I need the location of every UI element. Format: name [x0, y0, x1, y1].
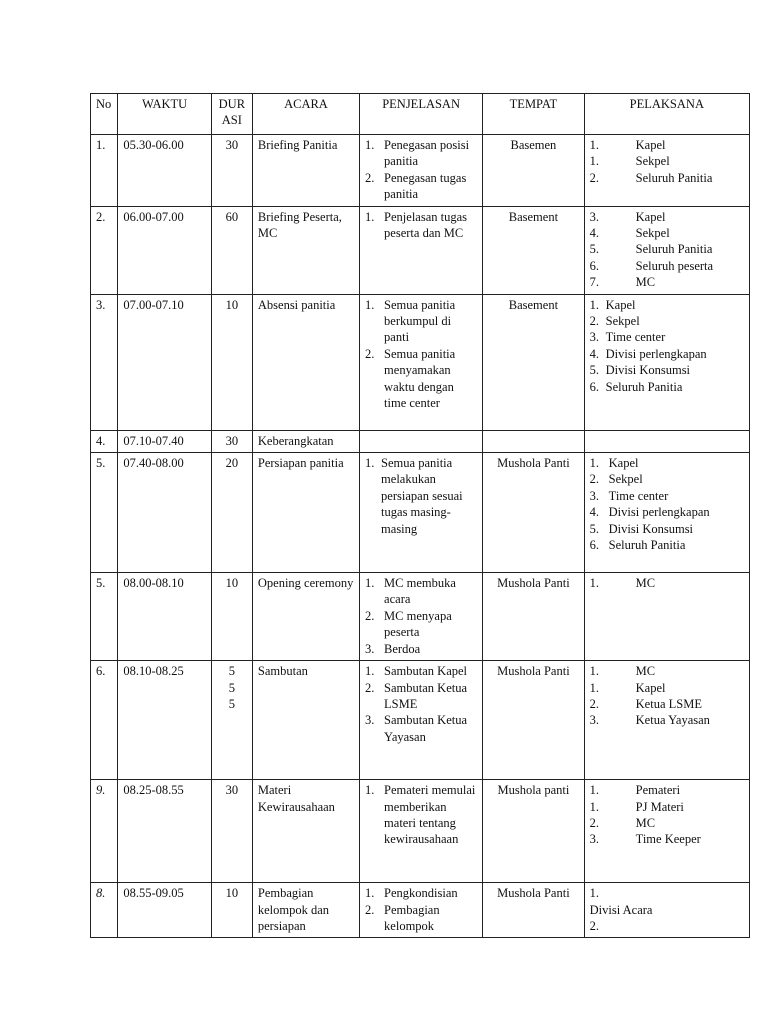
row-acara: Absensi panitia [252, 294, 359, 430]
pelaksana-line: Divisi Acara [589, 902, 653, 917]
row-penjelasan [360, 883, 483, 938]
list-item-number: 1. [589, 456, 600, 471]
list-item [590, 521, 744, 537]
list-item-number: 5. [589, 242, 600, 257]
row-durasi: 10 [211, 573, 252, 661]
list-item-number: 2. [365, 680, 375, 695]
list-item-text: Ketua LSME [635, 696, 702, 711]
list-item-number: 4. [589, 346, 600, 361]
table-row [91, 883, 750, 938]
pelaksana-list [590, 137, 744, 186]
penjelasan-list [365, 663, 477, 745]
list-item-number: 1. [365, 664, 375, 679]
list-item-text: Time Keeper [635, 832, 701, 847]
row-acara: Persiapan panitia [252, 453, 359, 573]
list-item-number: 3. [589, 209, 600, 224]
list-item-text: Sambutan Ketua Yayasan [384, 713, 468, 744]
row-tempat [483, 430, 584, 452]
pelaksana-list [590, 663, 744, 729]
list-item-text: MC [635, 815, 656, 830]
row-tempat: Mushola Panti [483, 883, 584, 938]
header-no: No [91, 94, 118, 135]
row-no: 5. [91, 573, 118, 661]
row-pelaksana [584, 573, 749, 661]
row-acara: Opening ceremony [252, 573, 359, 661]
penjelasan-list [365, 885, 477, 934]
row-waktu: 07.00-07.10 [118, 294, 211, 430]
pelaksana-line: 2. [589, 918, 600, 933]
list-item-text: Divisi Konsumsi [608, 521, 694, 536]
row-acara: Briefing Panitia [252, 135, 359, 207]
header-durasi: DUR ASI [211, 94, 252, 135]
list-item [365, 209, 477, 242]
list-item [590, 362, 744, 378]
row-pelaksana [584, 780, 749, 883]
header-penjelasan: PENJELASAN [360, 94, 483, 135]
row-durasi: 10 [211, 294, 252, 430]
list-item [590, 170, 744, 186]
penjelasan-list [365, 209, 477, 242]
list-item-text: Kapel [635, 138, 666, 152]
list-item-text: Time center [605, 330, 666, 345]
row-durasi: 30 [211, 430, 252, 452]
list-item [365, 575, 477, 608]
list-item-text: PJ Materi [635, 799, 684, 814]
list-item-number: 1. [589, 783, 600, 798]
list-item [365, 608, 477, 641]
list-item [590, 575, 744, 591]
table-row [91, 206, 750, 294]
schedule-table [90, 93, 750, 938]
list-item-text: MC [635, 664, 656, 679]
list-item-text: Seluruh Panitia [635, 170, 713, 185]
list-item [590, 712, 744, 728]
list-item [590, 241, 744, 257]
penjelasan-list [365, 137, 477, 203]
list-item [365, 712, 477, 745]
row-acara: Materi Kewirausahaan [252, 780, 359, 883]
row-acara: Keberangkatan [252, 430, 359, 452]
list-item-number: 3. [589, 832, 600, 847]
table-row [91, 573, 750, 661]
list-item-number: 1. [589, 664, 600, 679]
table-row [91, 294, 750, 430]
list-item-number: 3. [589, 713, 600, 728]
list-item-text: Seluruh peserta [635, 258, 714, 273]
table-row [91, 135, 750, 207]
list-item-text: Penjelasan tugas peserta dan MC [384, 209, 468, 241]
row-tempat: Basement [483, 294, 584, 430]
row-waktu: 07.10-07.40 [118, 430, 211, 452]
row-tempat: Mushola panti [483, 780, 584, 883]
list-item [365, 885, 477, 901]
list-item-text: Pembagian kelompok [384, 902, 440, 933]
list-item-number: 1. [365, 783, 375, 798]
row-durasi: 5 5 5 [211, 661, 252, 780]
list-item-number: 2. [589, 472, 600, 487]
header-tempat: TEMPAT [483, 94, 584, 135]
row-tempat: Mushola Panti [483, 453, 584, 573]
row-penjelasan [360, 135, 483, 207]
list-item [590, 488, 744, 504]
list-item [590, 696, 744, 712]
list-item-text: MC [635, 576, 656, 591]
list-item [365, 170, 477, 203]
row-no: 6. [91, 661, 118, 780]
list-item-number: 3. [589, 488, 600, 503]
list-item-number: 1. [365, 456, 375, 471]
list-item [590, 782, 744, 798]
pelaksana-list [590, 575, 744, 591]
row-waktu: 08.00-08.10 [118, 573, 211, 661]
list-item [590, 455, 744, 471]
list-item [590, 313, 744, 329]
row-pelaksana [584, 453, 749, 573]
list-item-text: Semua panitia menyamakan waktu dengan time center [384, 346, 456, 411]
penjelasan-list [365, 455, 477, 537]
pelaksana-list [590, 455, 744, 553]
row-acara: Pembagian kelompok dan persiapan [252, 883, 359, 938]
row-pelaksana [584, 206, 749, 294]
list-item [590, 471, 744, 487]
list-item-text: Seluruh Panitia [635, 242, 713, 257]
list-item-number: 1. [589, 680, 600, 695]
row-pelaksana [584, 135, 749, 207]
list-item [365, 137, 477, 170]
row-waktu: 05.30-06.00 [118, 135, 211, 207]
row-durasi: 10 [211, 883, 252, 938]
table-row [91, 453, 750, 573]
list-item-text: Sambutan Kapel [384, 664, 468, 679]
list-item-number: 1. [365, 297, 375, 312]
list-item [365, 297, 477, 346]
table-header-row [91, 94, 750, 135]
row-no: 4. [91, 430, 118, 452]
list-item [590, 329, 744, 345]
list-item-number: 2. [365, 608, 375, 623]
list-item [590, 258, 744, 274]
list-item-number: 1. [589, 138, 600, 152]
list-item-text: Ketua Yayasan [635, 713, 710, 728]
list-item-text: Kapel [635, 680, 666, 695]
table-row [91, 780, 750, 883]
list-item [590, 815, 744, 831]
table-row [91, 661, 750, 780]
list-item-text: Sekpel [635, 154, 670, 169]
header-waktu: WAKTU [118, 94, 211, 135]
list-item-number: 3. [365, 713, 375, 728]
row-pelaksana [584, 294, 749, 430]
list-item-text: Semua panitia melakukan persiapan sesuai tugas masing-masing [381, 456, 463, 536]
list-item [590, 225, 744, 241]
list-item [365, 902, 477, 935]
list-item-text: Pemateri memulai memberikan materi tentang kewirausahaan [384, 783, 476, 847]
row-waktu: 08.10-08.25 [118, 661, 211, 780]
row-pelaksana [584, 430, 749, 452]
list-item-number: 6. [589, 258, 600, 273]
list-item-text: Pemateri [635, 783, 681, 798]
row-penjelasan [360, 206, 483, 294]
row-pelaksana [584, 661, 749, 780]
list-item-text: Kapel [608, 456, 639, 471]
list-item-number: 1. [589, 799, 600, 814]
list-item-number: 1. [589, 576, 600, 591]
list-item-number: 5. [589, 521, 600, 536]
list-item-text: Semua panitia berkumpul di panti [384, 297, 456, 345]
list-item [590, 297, 744, 313]
list-item-number: 1. [365, 209, 375, 224]
list-item-number: 2. [589, 815, 600, 830]
list-item-text: Divisi Konsumsi [605, 363, 691, 378]
list-item [590, 537, 744, 553]
list-item-number: 6. [589, 379, 600, 394]
list-item [590, 379, 744, 395]
row-acara: Briefing Peserta, MC [252, 206, 359, 294]
row-waktu: 07.40-08.00 [118, 453, 211, 573]
row-penjelasan [360, 294, 483, 430]
list-item [365, 455, 477, 537]
row-no: 8. [91, 883, 118, 938]
list-item [590, 831, 744, 847]
list-item [365, 346, 477, 412]
row-tempat: Basement [483, 206, 584, 294]
list-item-number: 6. [589, 538, 600, 553]
list-item-number: 4. [589, 226, 600, 241]
list-item-number: 5. [589, 363, 600, 378]
pelaksana-list [590, 782, 744, 848]
list-item-text: Penegasan posisi panitia [384, 138, 470, 169]
list-item-number: 2. [589, 696, 600, 711]
row-penjelasan [360, 661, 483, 780]
schedule-body [91, 135, 750, 938]
list-item-number: 3. [365, 641, 375, 656]
row-penjelasan [360, 430, 483, 452]
row-no: 3. [91, 294, 118, 430]
row-durasi: 30 [211, 780, 252, 883]
pelaksana-line: 1. [589, 886, 600, 901]
row-durasi: 20 [211, 453, 252, 573]
row-durasi: 60 [211, 206, 252, 294]
list-item [365, 641, 477, 657]
list-item-text: Sambutan Ketua LSME [384, 680, 468, 711]
list-item [590, 346, 744, 362]
list-item [590, 137, 744, 153]
list-item-number: 7. [589, 275, 600, 290]
pelaksana-list [590, 297, 744, 395]
list-item-number: 2. [365, 170, 375, 185]
list-item-number: 1. [589, 154, 600, 169]
list-item-number: 2. [365, 902, 375, 917]
list-item [590, 274, 744, 290]
row-penjelasan [360, 780, 483, 883]
row-durasi: 30 [211, 135, 252, 207]
row-no: 9. [91, 780, 118, 883]
list-item [365, 663, 477, 679]
list-item-number: 1. [589, 297, 600, 312]
row-no: 1. [91, 135, 118, 207]
list-item-text: Penegasan tugas panitia [384, 170, 467, 202]
list-item [590, 504, 744, 520]
list-item-text: Time center [608, 488, 669, 503]
row-waktu: 08.25-08.55 [118, 780, 211, 883]
row-tempat: Mushola Panti [483, 573, 584, 661]
list-item-number: 2. [589, 170, 600, 185]
list-item-text: Sekpel [635, 226, 670, 241]
list-item-text: Sekpel [605, 314, 640, 329]
penjelasan-list [365, 575, 477, 657]
list-item [365, 680, 477, 713]
list-item [590, 153, 744, 169]
list-item [365, 782, 477, 848]
header-acara: ACARA [252, 94, 359, 135]
table-row [91, 430, 750, 452]
list-item-number: 1. [365, 886, 375, 901]
list-item-text: Pengkondisian [384, 886, 458, 901]
row-no: 2. [91, 206, 118, 294]
penjelasan-list [365, 297, 477, 412]
row-waktu: 06.00-07.00 [118, 206, 211, 294]
row-pelaksana [584, 883, 749, 938]
row-acara: Sambutan [252, 661, 359, 780]
list-item-number: 4. [589, 505, 600, 520]
list-item-number: 2. [589, 314, 600, 329]
list-item [590, 799, 744, 815]
row-penjelasan [360, 453, 483, 573]
row-penjelasan [360, 573, 483, 661]
list-item-number: 1. [365, 138, 375, 152]
list-item-number: 2. [365, 346, 375, 361]
list-item-text: MC menyapa peserta [384, 608, 452, 640]
list-item [590, 663, 744, 679]
row-tempat: Mushola Panti [483, 661, 584, 780]
penjelasan-list [365, 782, 477, 848]
list-item-text: Divisi perlengkapan [605, 346, 707, 361]
list-item [590, 680, 744, 696]
list-item-text: Sekpel [608, 472, 643, 487]
list-item-number: 1. [365, 576, 375, 591]
row-no: 5. [91, 453, 118, 573]
list-item-text: Berdoa [384, 641, 421, 656]
list-item-text: MC [635, 275, 656, 290]
list-item-number: 3. [589, 330, 600, 345]
list-item-text: Kapel [635, 209, 666, 224]
list-item-text: Seluruh Panitia [605, 379, 683, 394]
list-item-text: Divisi perlengkapan [608, 505, 710, 520]
row-tempat: Basemen [483, 135, 584, 207]
list-item-text: Seluruh Panitia [608, 538, 686, 553]
list-item-text: Kapel [605, 297, 636, 312]
list-item [590, 209, 744, 225]
header-pelaksana: PELAKSANA [584, 94, 749, 135]
pelaksana-list [590, 209, 744, 291]
row-waktu: 08.55-09.05 [118, 883, 211, 938]
list-item-text: MC membuka acara [384, 576, 456, 607]
